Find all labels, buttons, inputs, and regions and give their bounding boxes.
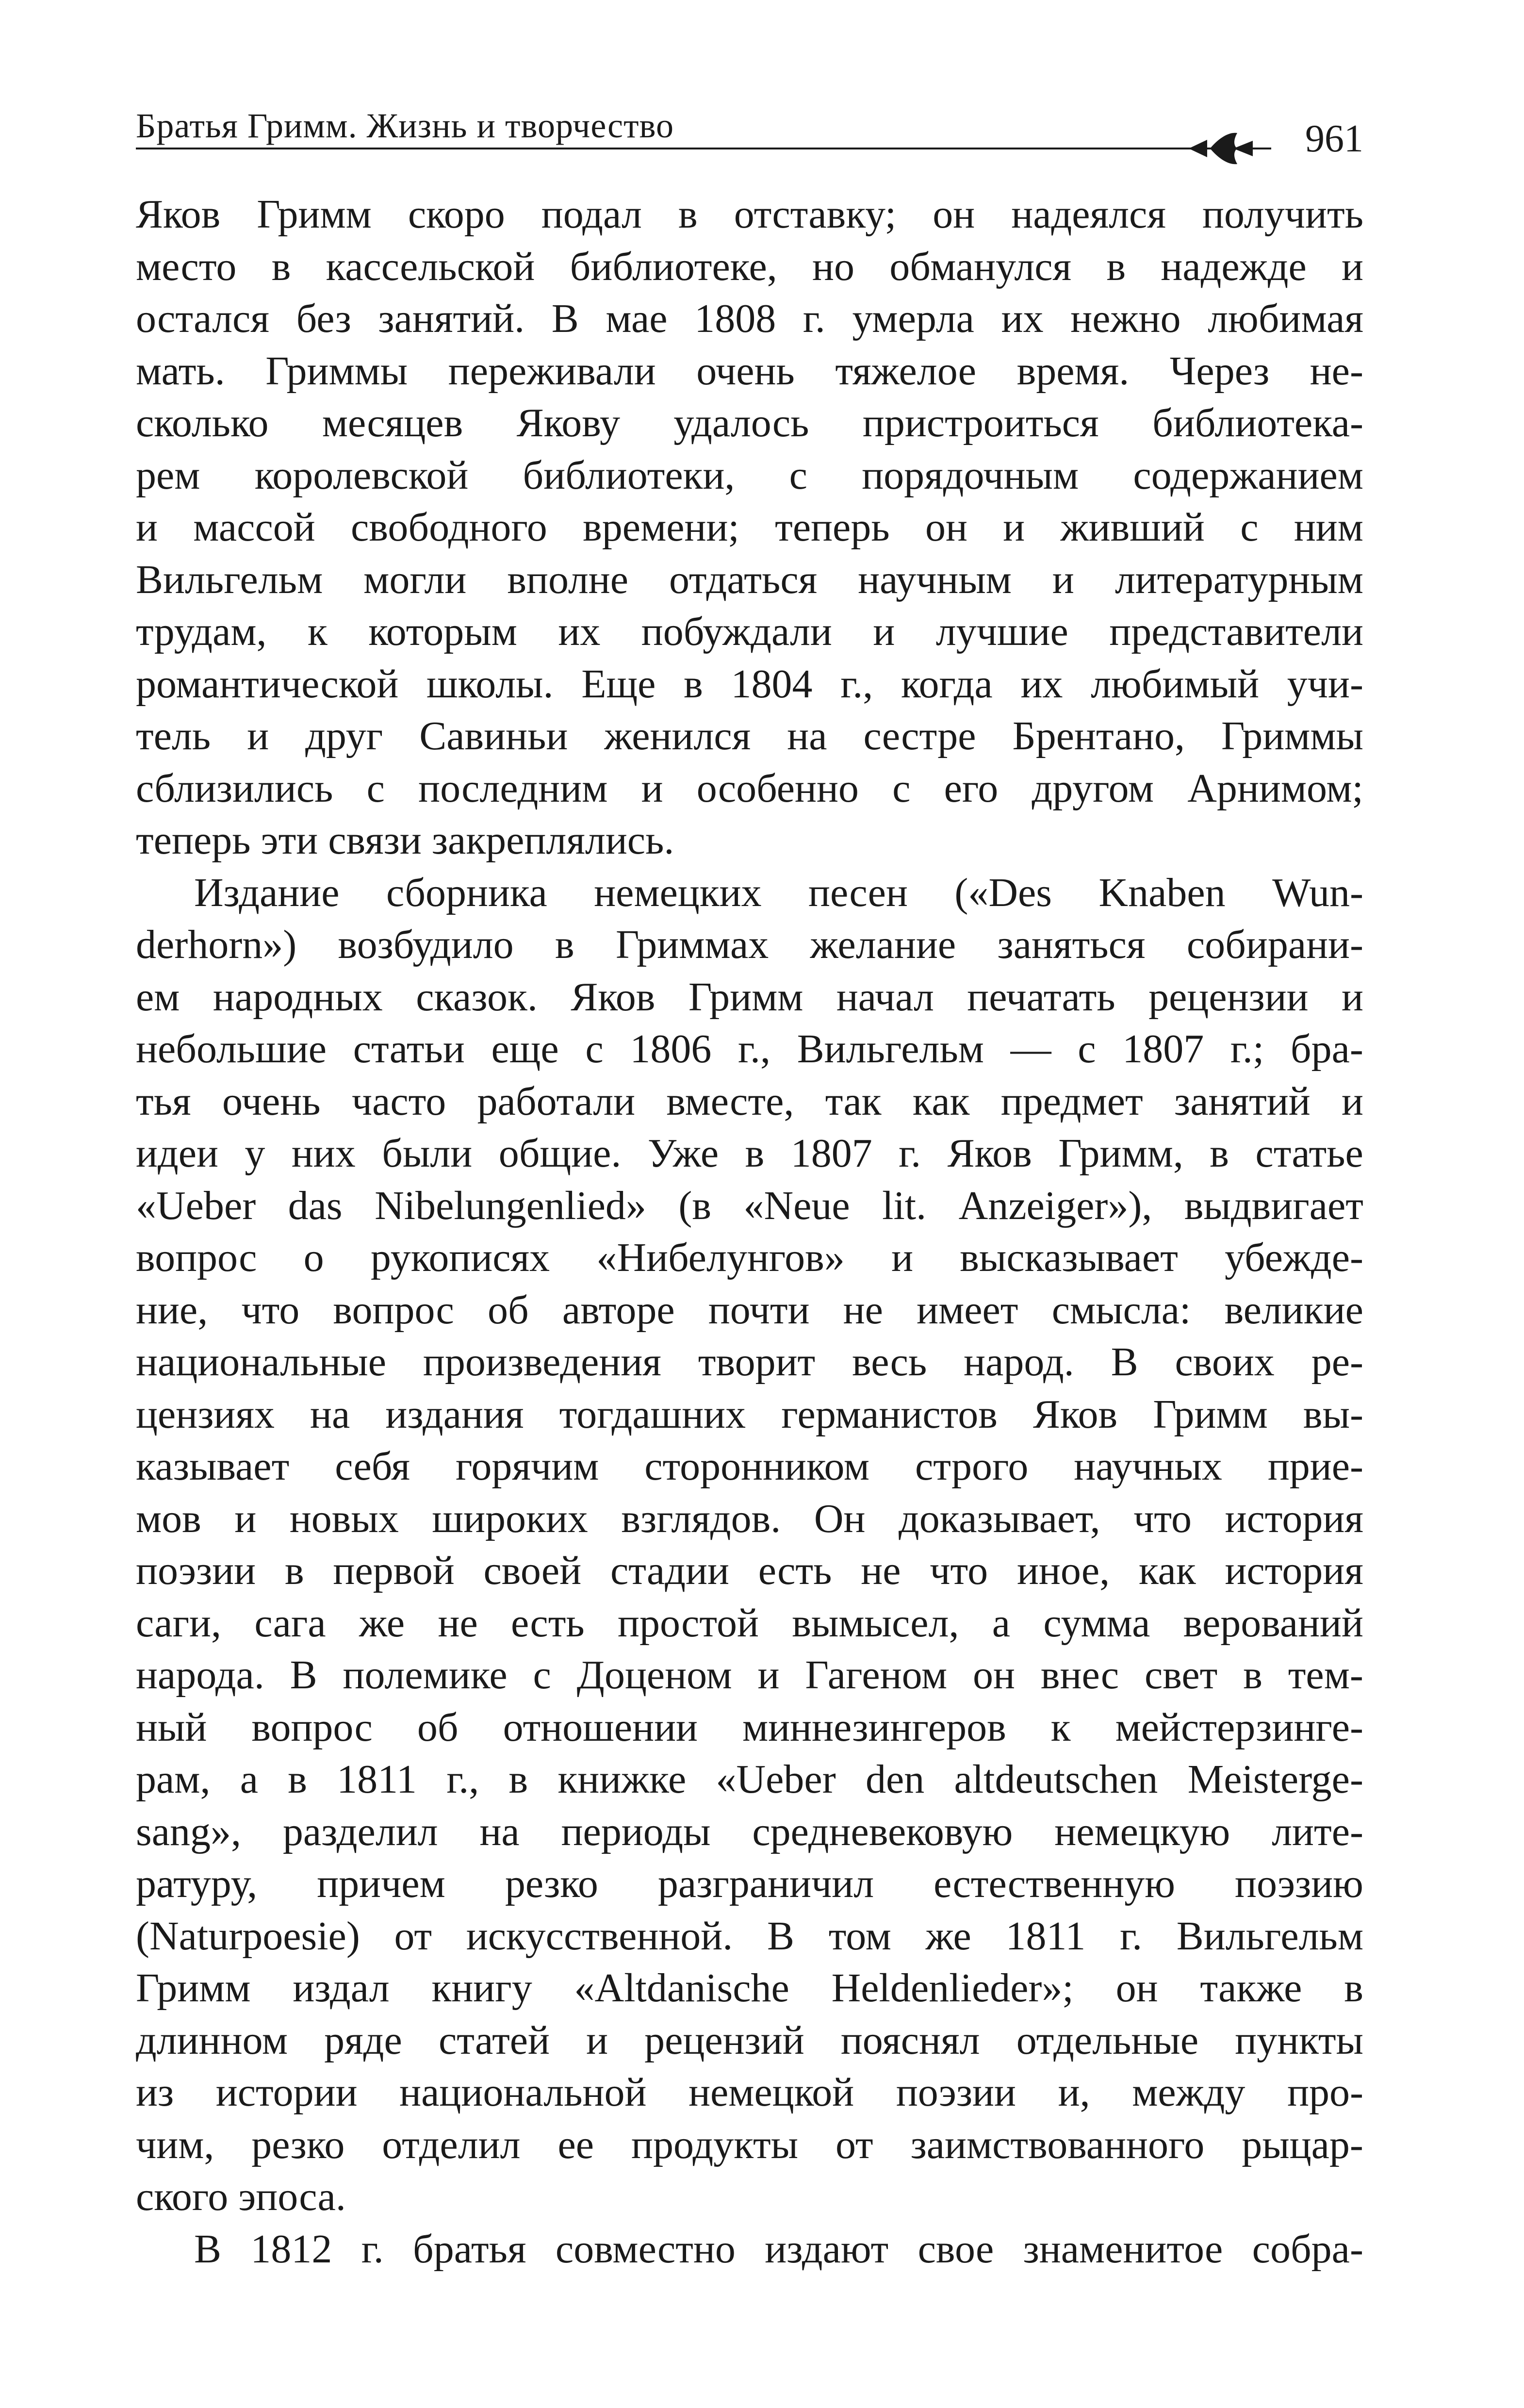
text-line: мов и новых широких взглядов. Он доказывает, что история (136, 1496, 1363, 1541)
header-rule (136, 148, 1232, 149)
text-line: ние, что вопрос об авторе почти не имеет смысла: великие (136, 1287, 1363, 1333)
paragraph (136, 2223, 1363, 2276)
text-line: чим, резко отделил ее продукты от заимствованного рыцар- (136, 2122, 1363, 2167)
text-line: тья очень часто работали вместе, так как предмет занятий и (136, 1078, 1363, 1124)
paragraph (136, 867, 1363, 2223)
body-text (136, 188, 1363, 2275)
text-line: тель и друг Савиньи женился на сестре Брентано, Гриммы (136, 713, 1363, 759)
text-line: sang», разделил на периоды средневековую немецкую лите- (136, 1809, 1363, 1854)
text-line: из истории национальной немецкой поэзии и, между про- (136, 2070, 1363, 2115)
text-line: ратуру, причем резко разграничил естественную поэзию (136, 1861, 1363, 1906)
text-line: (Naturpoesie) от искусственной. В том же 1811 г. Вильгельм (136, 1913, 1363, 1959)
text-line: мать. Гриммы переживали очень тяжелое время. Через не- (136, 348, 1363, 394)
running-head (136, 102, 1363, 160)
text-line: цензиях на издания тогдашних германистов Яков Гримм вы- (136, 1391, 1363, 1437)
text-line: романтической школы. Еще в 1804 г., когда их любимый учи- (136, 661, 1363, 707)
fleuron-arrow-icon (1189, 126, 1271, 170)
text-line: рем королевской библиотеки, с порядочным содержанием (136, 452, 1363, 498)
text-line: длинном ряде статей и рецензий пояснял отдельные пункты (136, 2017, 1363, 2063)
text-line: ный вопрос об отношении миннезингеров к мейстерзинге- (136, 1704, 1363, 1750)
text-line: поэзии в первой своей стадии есть не что иное, как история (136, 1548, 1363, 1593)
text-line: ем народных сказок. Яков Гримм начал печатать рецензии и (136, 974, 1363, 1020)
text-line: Яков Гримм скоро подал в отставку; он надеялся получить (136, 192, 1363, 237)
page-number: 961 (1305, 117, 1363, 160)
text-line: derhorn») возбудило в Гриммах желание заняться собирани- (136, 922, 1363, 967)
text-line: народа. В полемике с Доценом и Гагеном он внес свет в тем- (136, 1652, 1363, 1698)
text-line: саги, сага же не есть простой вымысел, а сумма верований (136, 1600, 1363, 1646)
text-line: сблизились с последним и особенно с его другом Арнимом; (136, 765, 1363, 811)
text-line: Издание сборника немецких песен («Des Knaben Wun- (194, 870, 1363, 915)
text-line: ского эпоса. (136, 2174, 346, 2219)
text-line: идеи у них были общие. Уже в 1807 г. Яков Гримм, в статье (136, 1131, 1363, 1176)
text-line: место в кассельской библиотеке, но обманулся в надежде и (136, 244, 1363, 289)
text-line: рам, а в 1811 г., в книжке «Ueber den altdeutschen Meisterge- (136, 1757, 1363, 1802)
text-line: теперь эти связи закреплялись. (136, 818, 674, 863)
running-title: Братья Гримм. Жизнь и творчество (136, 106, 674, 145)
text-line: вопрос о рукописях «Нибелунгов» и высказывает убежде- (136, 1235, 1363, 1280)
text-line: Гримм издал книгу «Altdanische Heldenlieder»; он также в (136, 1965, 1363, 2011)
text-line: сколько месяцев Якову удалось пристроиться библиотека- (136, 400, 1363, 445)
text-line: небольшие статьи еще с 1806 г., Вильгельм — с 1807 г.; бра- (136, 1026, 1363, 1072)
text-line: Вильгельм могли вполне отдаться научным и литературным (136, 557, 1363, 602)
paragraph (136, 188, 1363, 867)
text-line: остался без занятий. В мае 1808 г. умерла их нежно любимая (136, 296, 1363, 341)
text-line: трудам, к которым их побуждали и лучшие представители (136, 609, 1363, 654)
text-line: и массой свободного времени; теперь он и живший с ним (136, 505, 1363, 550)
text-line: национальные произведения творит весь народ. В своих ре- (136, 1339, 1363, 1385)
text-line: «Ueber das Nibelungenlied» (в «Neue lit. Anzeiger»), выдвигает (136, 1183, 1363, 1228)
text-line: В 1812 г. братья совместно издают свое знаменитое собра- (194, 2226, 1363, 2272)
text-line: казывает себя горячим сторонником строго научных прие- (136, 1444, 1363, 1489)
